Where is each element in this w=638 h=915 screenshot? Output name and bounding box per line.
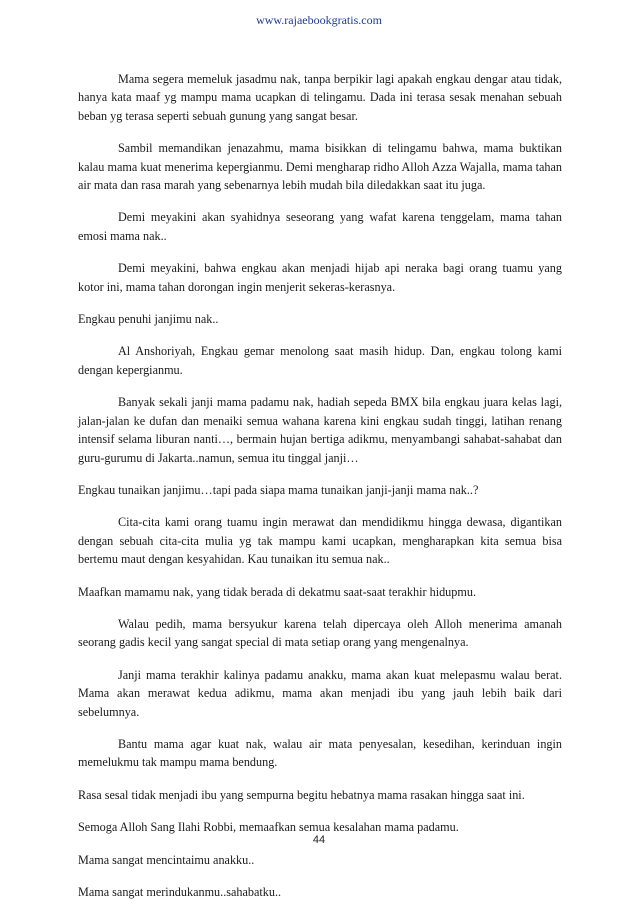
paragraph: Rasa sesal tidak menjadi ibu yang sempurna begitu hebatnya mama rasakan hingga saat ini. (78, 787, 525, 802)
paragraph: Mama sangat merindukanmu..sahabatku.. (78, 885, 282, 899)
paragraph: Al Anshoriyah, Engkau gemar menolong saat masih hidup. Dan, engkau tolong kami dengan kepergianmu. (78, 344, 562, 377)
paragraph: Semoga Alloh Sang Ilahi Robbi, memaafkan semua kesalahan mama padamu. (78, 820, 459, 835)
paragraph: Banyak sekali janji mama padamu nak, hadiah sepeda BMX bila engkau juara kelas lagi, jalan-jalan ke dufan dan menaiki semua wahana karena kini engkau sudah tinggi, latihan renang intensif selama liburan nanti…, bermain hujan bertiga adikmu, menyambangi sahabat-sahabat dan guru-gurumu di Jakarta..namun, semua itu tinggal janji… (78, 395, 562, 465)
paragraph: Cita-cita kami orang tuamu ingin merawat dan mendidikmu hingga dewasa, digantikan dengan sebuah cita-cita mulia yg tak mampu kami ucapkan, mengharapkan kita semua bisa bertemu maut dengan kesyahidan. Kau tunaikan itu semua nak.. (78, 515, 562, 567)
paragraph: Demi meyakini akan syahidnya seseorang yang wafat karena tenggelam, mama tahan emosi mama nak.. (78, 210, 562, 243)
paragraph: Bantu mama agar kuat nak, walau air mata penyesalan, kesedihan, kerinduan ingin memelukmu tak mampu mama bendung. (78, 736, 562, 770)
paragraph: Janji mama terakhir kalinya padamu anakku, mama akan kuat melepasmu walau berat. Mama akan merawat kedua adikmu, mama akan menjadi ibu yang jauh lebih baik dari sebelumnya. (78, 667, 562, 719)
paragraph: Maafkan mamamu nak, yang tidak berada di dekatmu saat-saat terakhir hidupmu. (78, 584, 476, 599)
paragraph: Mama segera memeluk jasadmu nak, tanpa berpikir lagi apakah engkau dengar atau tidak, hanya kata maaf yg mampu mama ucapkan di telingamu. Dada ini terasa sesak menahan sebuah beban yg terasa seperti sebuah gunung yang sangat besar. (78, 72, 562, 123)
paragraph: Walau pedih, mama bersyukur karena telah dipercaya oleh Alloh menerima amanah seorang gadis kecil yang sangat special di mata setiap orang yang mengenalnya. (78, 616, 562, 650)
paragraph: Mama sangat mencintaimu anakku.. (78, 852, 255, 867)
paragraph: Sambil memandikan jenazahmu, mama bisikkan di telingamu bahwa, mama buktikan kalau mama kuat menerima kepergianmu. Demi mengharap ridho Alloh Azza Wajalla, mama tahan air mata dan rasa marah yang sebenarnya lebih mudah bila diledakkan saat itu juga. (78, 141, 562, 193)
body-text (78, 70, 562, 915)
paragraph: Engkau penuhi janjimu nak.. (78, 312, 219, 327)
paragraph: Engkau tunaikan janjimu…tapi pada siapa mama tunaikan janji-janji mama nak..? (78, 482, 479, 497)
paragraph: Demi meyakini, bahwa engkau akan menjadi hijab api neraka bagi orang tuamu yang kotor ini, mama tahan dorongan ingin menjerit sekeras-kerasnya. (78, 261, 562, 294)
page-number: 44 (312, 834, 326, 846)
header-url-link[interactable]: www.rajaebookgratis.com (256, 13, 382, 27)
